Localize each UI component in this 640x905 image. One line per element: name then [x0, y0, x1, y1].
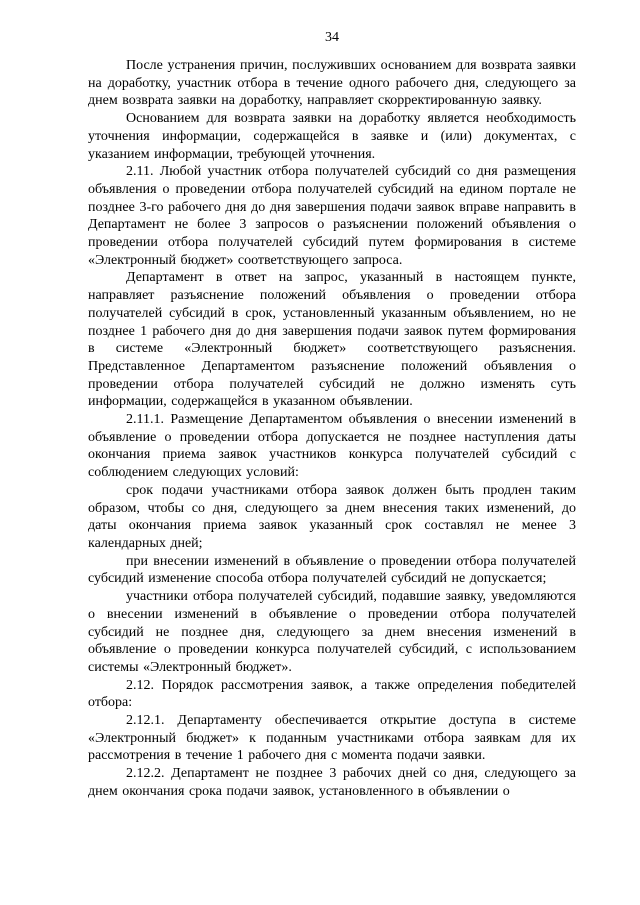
paragraph: 2.12.1. Департаменту обеспечивается открытие доступа в системе «Электронный бюджет» к поданным участниками отбора заявкам для их рассмотрения в течение 1 рабочего дня с момента подачи заявки. — [88, 713, 576, 764]
paragraph: при внесении изменений в объявление о проведении отбора получателей субсидий изменение способа отбора получателей субсидий не допускается; — [88, 553, 576, 587]
paragraph: срок подачи участниками отбора заявок должен быть продлен таким образом, чтобы со дня, следующего за днем внесения таких изменений, до даты окончания приема заявок указанный срок составлял не менее 3 календарных дней; — [88, 482, 576, 551]
paragraph: Основанием для возврата заявки на доработку является необходимость уточнения информации, содержащейся в заявке и (или) документах, с указанием информации, требующей уточнения. — [88, 111, 576, 162]
paragraph: После устранения причин, послуживших основанием для возврата заявки на доработку, участник отбора в течение одного рабочего дня, следующего за днем возврата заявки на доработку, направляет скорректированную заявку. — [88, 58, 576, 109]
paragraph: 2.11.1. Размещение Департаментом объявления о внесении изменений в объявление о проведении отбора допускается не позднее наступления даты окончания приема заявок участников конкурса получателей субсидий с соблюдением следующих условий: — [88, 412, 576, 481]
document-body — [88, 57, 576, 801]
page-number: 34 — [325, 30, 339, 45]
paragraph: 2.12. Порядок рассмотрения заявок, а также определения победителей отбора: — [88, 677, 576, 711]
paragraph: участники отбора получателей субсидий, подавшие заявку, уведомляются о внесении изменений в объявление о проведении отбора получателей субсидий не позднее дня, следующего за днем внесения изменений в объявление о проведении конкурса получателей субсидий, с использованием системы «Электронный бюджет». — [88, 589, 576, 675]
paragraph: 2.11. Любой участник отбора получателей субсидий со дня размещения объявления о проведении отбора получателей субсидий на едином портале не позднее 3-го рабочего дня до дня завершения подачи заявок вправе направить в Департамент не более 3 запросов о разъяснении положений объявления о проведении отбора получателей субсидий путем формирования в системе «Электронный бюджет» соответствующего запроса. — [88, 164, 576, 268]
paragraph: 2.12.2. Департамент не позднее 3 рабочих дней со дня, следующего за днем окончания срока подачи заявок, установленного в объявлении о — [88, 766, 576, 799]
paragraph: Департамент в ответ на запрос, указанный в настоящем пункте, направляет разъяснение положений объявления о проведении отбора получателей субсидий в срок, установленный указанным объявлением, но не позднее 1 рабочего дня до дня завершения подачи заявок путем формирования в системе «Электронный бюджет» соответствующего разъяснения. Представленное Департаментом разъяснение положений объявления о проведении отбора получателей субсидий не должно изменять суть информации, содержащейся в указанном объявлении. — [88, 270, 576, 410]
